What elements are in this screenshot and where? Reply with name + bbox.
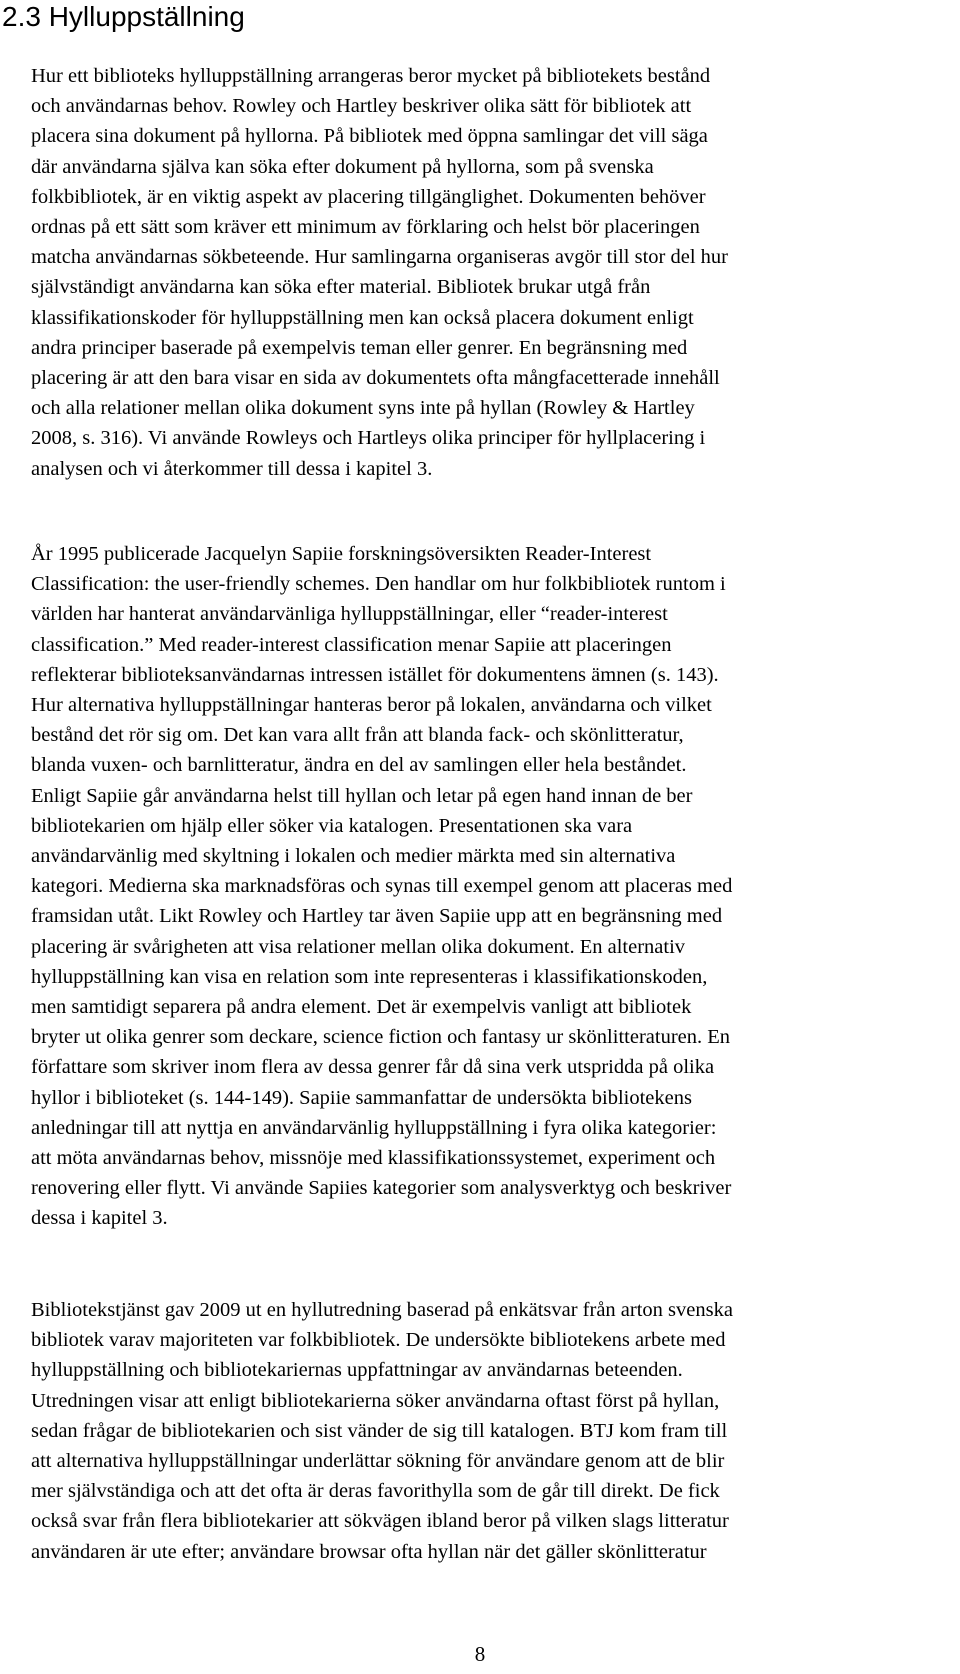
text-line: att alternativa hylluppställningar underlättar sökning för användare genom att de blir: [31, 1450, 725, 1473]
text-line: 2008, s. 316). Vi använde Rowleys och Hartleys olika principer för hyllplacering i: [31, 427, 706, 450]
paragraph: [31, 1295, 936, 1567]
text-line: men samtidigt separera på andra element. Det är exempelvis vanligt att bibliotek: [31, 996, 692, 1019]
text-line: bibliotekarien om hjälp eller söker via katalogen. Presentationen ska vara: [31, 814, 633, 837]
text-line: bryter ut olika genrer som deckare, science fiction och fantasy ur skönlitteraturen. En: [31, 1026, 731, 1049]
text-line: kategori. Medierna ska marknadsföras och synas till exempel genom att placeras med: [31, 875, 733, 898]
text-line: analysen och vi återkommer till dessa i kapitel 3.: [31, 457, 433, 480]
text-line: Enligt Sapiie går användarna helst till hyllan och letar på egen hand innan de ber: [31, 784, 693, 807]
text-line: bibliotek varav majoriteten var folkbibliotek. De undersökte bibliotekens arbete med: [31, 1329, 726, 1352]
text-line: placera sina dokument på hyllorna. På bibliotek med öppna samlingar det vill säga: [31, 125, 708, 148]
text-line: anledningar till att nyttja en användarvänlig hylluppställning i fyra olika kategorier:: [31, 1116, 717, 1139]
paragraph: [31, 539, 936, 1234]
text-line: placering är svårigheten att visa relationer mellan olika dokument. En alternativ: [31, 935, 686, 958]
text-line: användaren är ute efter; användare browsar ofta hyllan när det gäller skönlitteratur: [31, 1540, 707, 1563]
text-line: bestånd det rör sig om. Det kan vara allt från att blanda fack- och skönlitteratur,: [31, 724, 684, 747]
text-line: världen har hanterat användarvänliga hylluppställningar, eller “reader-interest: [31, 603, 668, 626]
text-line: placering är att den bara visar en sida av dokumentets ofta mångfacetterade innehåll: [31, 367, 720, 390]
text-line: hyllor i biblioteket (s. 144-149). Sapiie sammanfattar de undersökta bibliotekens: [31, 1086, 692, 1109]
text-line: ordnas på ett sätt som kräver ett minimum av förklaring och helst bör placeringen: [31, 216, 700, 239]
text-line: blanda vuxen- och barnlitteratur, ändra en del av samlingen eller hela beståndet.: [31, 754, 687, 777]
text-line: och alla relationer mellan olika dokument syns inte på hyllan (Rowley & Hartley: [31, 397, 695, 420]
text-line: classification.” Med reader-interest classification menar Sapiie att placeringen: [31, 633, 672, 656]
text-line: och användarnas behov. Rowley och Hartley beskriver olika sätt för bibliotek att: [31, 95, 692, 118]
text-line: reflekterar biblioteksanvändarnas intressen istället för dokumentens ämnen (s. 143).: [31, 663, 719, 686]
text-line: Hur alternativa hylluppställningar hanteras beror på lokalen, användarna och vilket: [31, 694, 712, 717]
text-line: där användarna själva kan söka efter dokument på hyllorna, som på svenska: [31, 155, 654, 178]
section-heading: 2.3 Hylluppställning: [2, 1, 245, 32]
text-line: Classification: the user-friendly schemes. Den handlar om hur folkbibliotek runtom i: [31, 573, 726, 596]
text-line: också svar från flera bibliotekarier att sökvägen ibland beror på vilken slags litteratur: [31, 1510, 729, 1533]
text-line: användarvänlig med skyltning i lokalen och medier märkta med sin alternativa: [31, 845, 676, 868]
text-line: framsidan utåt. Likt Rowley och Hartley tar även Sapiie upp att en begränsning med: [31, 905, 723, 928]
text-line: att möta användarnas behov, missnöje med klassifikationssystemet, experiment och: [31, 1147, 716, 1170]
text-line: matcha användarnas sökbeteende. Hur samlingarna organiseras avgör till stor del hur: [31, 246, 728, 269]
text-line: renovering eller flytt. Vi använde Sapiies kategorier som analysverktyg och beskriver: [31, 1177, 732, 1200]
text-line: författare som skriver inom flera av dessa genrer får då sina verk utspridda på olika: [31, 1056, 715, 1079]
text-line: mer självständiga och att det ofta är deras favorithylla som de går till direkt. De fick: [31, 1480, 720, 1503]
text-line: hylluppställning kan visa en relation som inte representeras i klassifikationskoden,: [31, 965, 708, 988]
text-line: Utredningen visar att enligt bibliotekarierna söker användarna oftast först på hyllan,: [31, 1389, 720, 1412]
text-line: klassifikationskoder för hylluppställning men kan också placera dokument enligt: [31, 306, 694, 329]
text-line: andra principer baserade på exempelvis teman eller genrer. En begränsning med: [31, 336, 688, 359]
text-line: hylluppställning och bibliotekariernas uppfattningar av användarnas beteenden.: [31, 1359, 683, 1382]
text-line: År 1995 publicerade Jacquelyn Sapiie forskningsöversikten Reader-Interest: [31, 543, 652, 565]
text-line: dessa i kapitel 3.: [31, 1207, 168, 1230]
text-line: Hur ett biblioteks hylluppställning arrangeras beror mycket på bibliotekets bestånd: [31, 65, 711, 87]
text-line: sedan frågar de bibliotekarien och sist vänder de sig till katalogen. BTJ kom fram till: [31, 1419, 728, 1442]
page-number: 8: [474, 1642, 486, 1666]
text-line: Bibliotekstjänst gav 2009 ut en hyllutredning baserad på enkätsvar från arton svenska: [31, 1299, 733, 1321]
paragraph: [31, 61, 936, 484]
text-line: självständigt användarna kan söka efter material. Bibliotek brukar utgå från: [31, 276, 651, 299]
text-line: folkbibliotek, är en viktig aspekt av placering tillgänglighet. Dokumenten behöver: [31, 185, 706, 208]
